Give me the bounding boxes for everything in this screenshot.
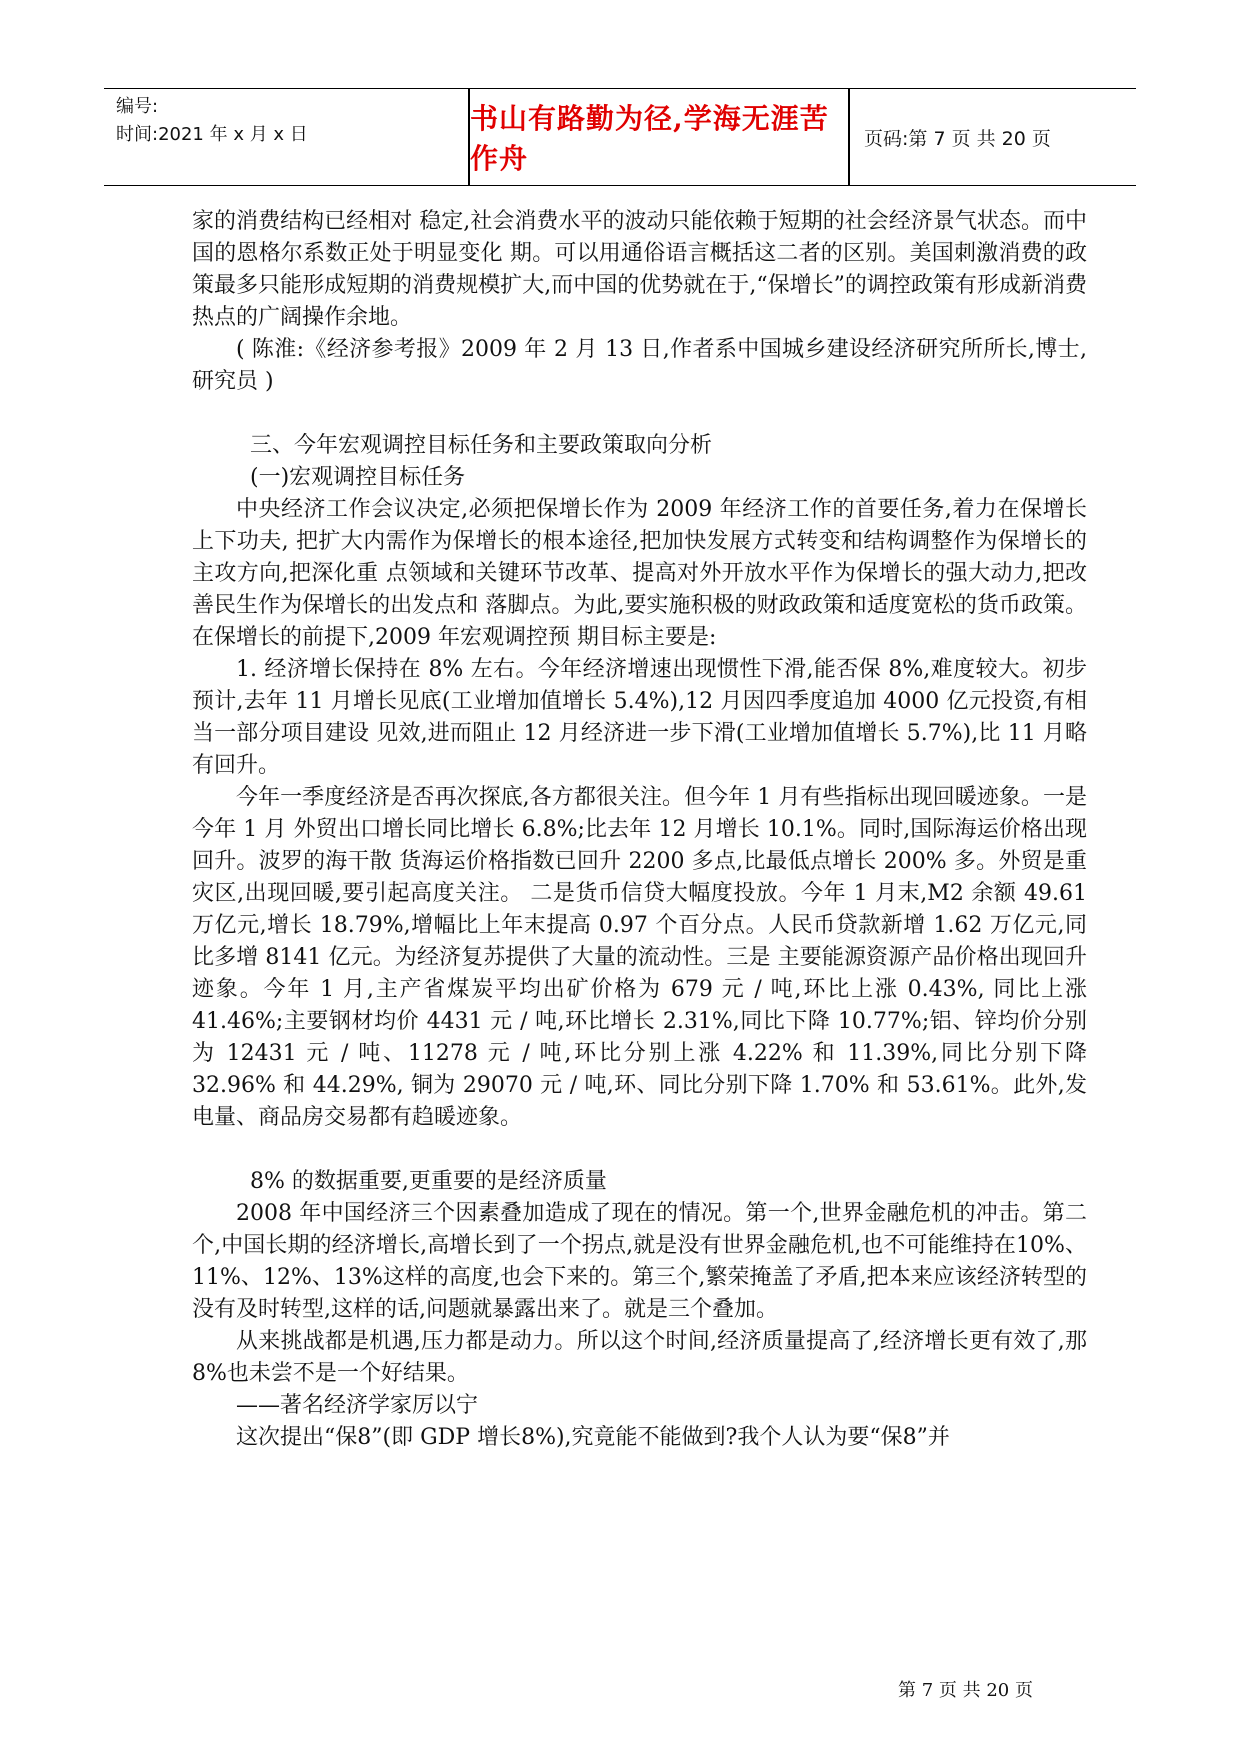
paragraph: 中央经济工作会议决定,必须把保增长作为 2009 年经济工作的首要任务,着力在保增长上下功夫, 把扩大内需作为保增长的根本途径,把加快发展方式转变和结构调整作为保增长的主攻方向,把深化重 点领域和关键环节改革、提高对外开放水平作为保增长的强大动力,把改善民生作为保增长的出发点和 落脚点。为此,要实施积极的财政政策和适度宽松的货币政策。在保增长的前提下,2009 年宏观调控预 期目标主要是: bbox=[192, 497, 1087, 650]
paragraph: 2008 年中国经济三个因素叠加造成了现在的情况。第一个,世界金融危机的冲击。第二个,中国长期的经济增长,高增长到了一个拐点,就是没有世界金融危机,也不可能维持在10%、11%、12%、13%这样的高度,也会下来的。第三个,繁荣掩盖了矛盾,把本来应该经济转型的没有及时转型,这样的话,问题就暴露出来了。就是三个叠加。 bbox=[192, 1201, 1087, 1322]
header-motto: 书山有路勤为径,学海无涯苦作舟 bbox=[470, 102, 829, 175]
document-body bbox=[192, 206, 1087, 1454]
paragraph: 从来挑战都是机遇,压力都是动力。所以这个时间,经济质量提高了,经济增长更有效了,那8%也未尝不是一个好结果。 bbox=[192, 1329, 1087, 1386]
header-divider bbox=[848, 89, 850, 185]
doc-time-label: 时间:2021 年 x 月 x 日 bbox=[116, 124, 308, 145]
header-meta bbox=[116, 93, 456, 183]
paragraph: 1. 经济增长保持在 8% 左右。今年经济增速出现惯性下滑,能否保 8%,难度较大。初步预计,去年 11 月增长见底(工业增加值增长 5.4%),12 月因四季度追加 4000 亿元投资,有相当一部分项目建设 见效,进而阻止 12 月经济进一步下滑(工业增加值增长 5.7%),比 11 月略有回升。 bbox=[192, 657, 1087, 778]
attribution: ——著名经济学家厉以宁 bbox=[236, 1393, 479, 1418]
page-footer: 第 7 页 共 20 页 bbox=[898, 1680, 1033, 1701]
section-heading: 三、今年宏观调控目标任务和主要政策取向分析 bbox=[250, 433, 713, 458]
header-page-number: 页码:第 7 页 共 20 页 bbox=[864, 127, 1051, 150]
page-header bbox=[104, 88, 1136, 186]
paragraph: 今年一季度经济是否再次探底,各方都很关注。但今年 1 月有些指标出现回暖迹象。一是今年 1 月 外贸出口增长同比增长 6.8%;比去年 12 月增长 10.1%。同时,国际海运价格出现回升。波罗的海干散 货海运价格指数已回升 2200 多点,比最低点增长 200% 多。外贸是重灾区,出现回暖,要引起高度关注。 二是货币信贷大幅度投放。今年 1 月末,M2 余额 49.61 万亿元,增长 18.79%,增幅比上年末提高 0.97 个百分点。人民币贷款新增 1.62 万亿元,同比多增 8141 亿元。为经济复苏提供了大量的流动性。三是 主要能源资源产品价格出现回升迹象。今年 1 月,主产省煤炭平均出矿价格为 679 元 / 吨,环比上涨 0.43%, 同比上涨 41.46%;主要钢材均价 4431 元 / 吨,环比增长 2.31%,同比下降 10.77%;铝、锌均价分别为 12431 元 / 吨、11278 元 / 吨,环比分别上涨 4.22% 和 11.39%,同比分别下降 32.96% 和 44.29%, 铜为 29070 元 / 吨,环、同比分别下降 1.70% 和 53.61%。此外,发电量、商品房交易都有趋暖迹象。 bbox=[192, 785, 1087, 1130]
doc-number-label: 编号: bbox=[116, 96, 159, 117]
paragraph: 家的消费结构已经相对 稳定,社会消费水平的波动只能依赖于短期的社会经济景气状态。而中国的恩格尔系数正处于明显变化 期。可以用通俗语言概括这二者的区别。美国刺激消费的政策最多只能形成短期的消费规模扩大,而中国的优势就在于,“保增长”的调控政策有形成新消费热点的广阔操作余地。 bbox=[192, 209, 1087, 330]
citation-paragraph: ( 陈淮:《经济参考报》2009 年 2 月 13 日,作者系中国城乡建设经济研究所所长,博士,研究员 ) bbox=[192, 337, 1087, 394]
subsection-heading: (一)宏观调控目标任务 bbox=[250, 465, 466, 490]
paragraph: 这次提出“保8”(即 GDP 增长8%),究竟能不能做到?我个人认为要“保8”并 bbox=[236, 1425, 950, 1450]
section-heading: 8% 的数据重要,更重要的是经济质量 bbox=[250, 1169, 607, 1194]
